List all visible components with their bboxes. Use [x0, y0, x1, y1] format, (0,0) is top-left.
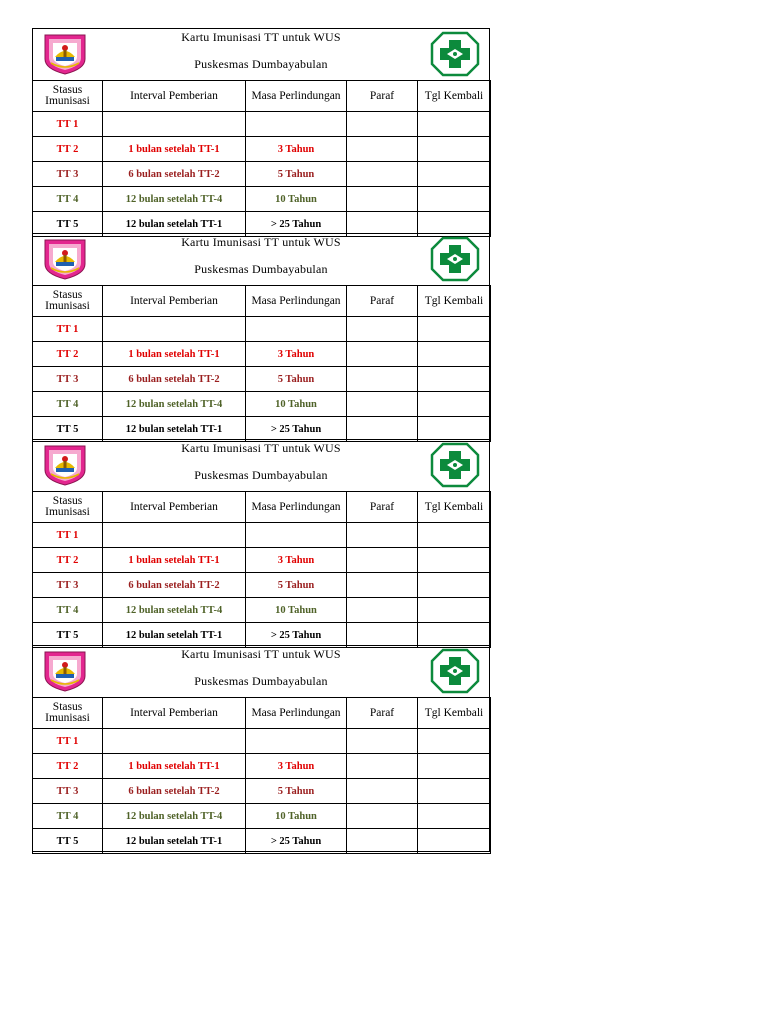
tgl-kembali-cell[interactable] — [418, 417, 491, 442]
status-cell: TT 2 — [33, 137, 103, 162]
regional-emblem-icon — [42, 238, 88, 280]
interval-cell: 1 bulan setelah TT-1 — [103, 137, 246, 162]
masa-cell: 5 Tahun — [246, 162, 347, 187]
paraf-cell[interactable] — [347, 187, 418, 212]
card-header — [33, 440, 489, 491]
tgl-kembali-cell[interactable] — [418, 212, 491, 237]
card-subtitle: Puskesmas Dumbayabulan — [194, 57, 328, 71]
tgl-kembali-cell[interactable] — [418, 317, 491, 342]
interval-cell: 6 bulan setelah TT-2 — [103, 162, 246, 187]
header-paraf: Paraf — [347, 698, 418, 729]
masa-cell: > 25 Tahun — [246, 623, 347, 648]
masa-cell: 10 Tahun — [246, 804, 347, 829]
status-cell: TT 4 — [33, 598, 103, 623]
paraf-cell[interactable] — [347, 137, 418, 162]
tgl-kembali-cell[interactable] — [418, 367, 491, 392]
table-header-row — [33, 698, 491, 729]
card-title: Kartu Imunisasi TT untuk WUS — [181, 441, 341, 455]
header-status: Stasus Imunisasi — [33, 81, 103, 112]
puskesmas-cross-icon — [430, 236, 480, 282]
interval-cell: 12 bulan setelah TT-1 — [103, 623, 246, 648]
tgl-kembali-cell[interactable] — [418, 187, 491, 212]
paraf-cell[interactable] — [347, 162, 418, 187]
interval-cell: 12 bulan setelah TT-1 — [103, 212, 246, 237]
immunization-card-4 — [32, 646, 490, 852]
status-cell: TT 3 — [33, 573, 103, 598]
paraf-cell[interactable] — [347, 779, 418, 804]
immunization-card-1 — [32, 28, 490, 234]
card-title: Kartu Imunisasi TT untuk WUS — [181, 647, 341, 661]
paraf-cell[interactable] — [347, 829, 418, 854]
paraf-cell[interactable] — [347, 367, 418, 392]
paraf-cell[interactable] — [347, 548, 418, 573]
masa-cell: 5 Tahun — [246, 779, 347, 804]
card-title: Kartu Imunisasi TT untuk WUS — [181, 235, 341, 249]
masa-cell: 10 Tahun — [246, 392, 347, 417]
paraf-cell[interactable] — [347, 623, 418, 648]
card-title: Kartu Imunisasi TT untuk WUS — [181, 30, 341, 44]
paraf-cell[interactable] — [347, 392, 418, 417]
card-header — [33, 29, 489, 80]
table-row — [33, 729, 491, 754]
header-status: Stasus Imunisasi — [33, 286, 103, 317]
header-masa: Masa Perlindungan — [246, 698, 347, 729]
table-row — [33, 342, 491, 367]
header-tgl-kembali: Tgl Kembali — [418, 698, 491, 729]
tgl-kembali-cell[interactable] — [418, 779, 491, 804]
header-masa: Masa Perlindungan — [246, 81, 347, 112]
regional-emblem-icon — [42, 650, 88, 692]
paraf-cell[interactable] — [347, 417, 418, 442]
interval-cell: 12 bulan setelah TT-1 — [103, 829, 246, 854]
masa-cell: > 25 Tahun — [246, 829, 347, 854]
tgl-kembali-cell[interactable] — [418, 137, 491, 162]
paraf-cell[interactable] — [347, 317, 418, 342]
table-header-row — [33, 492, 491, 523]
masa-cell — [246, 112, 347, 137]
tgl-kembali-cell[interactable] — [418, 623, 491, 648]
header-interval: Interval Pemberian — [103, 698, 246, 729]
header-status: Stasus Imunisasi — [33, 492, 103, 523]
regional-emblem-icon — [42, 444, 88, 486]
interval-cell: 12 bulan setelah TT-4 — [103, 804, 246, 829]
paraf-cell[interactable] — [347, 342, 418, 367]
table-row — [33, 187, 491, 212]
interval-cell: 1 bulan setelah TT-1 — [103, 754, 246, 779]
masa-cell — [246, 523, 347, 548]
interval-cell — [103, 729, 246, 754]
card-subtitle: Puskesmas Dumbayabulan — [194, 468, 328, 482]
header-masa: Masa Perlindungan — [246, 286, 347, 317]
table-row — [33, 523, 491, 548]
masa-cell: 3 Tahun — [246, 548, 347, 573]
table-row — [33, 137, 491, 162]
tgl-kembali-cell[interactable] — [418, 729, 491, 754]
table-row — [33, 392, 491, 417]
immunization-table — [32, 491, 491, 648]
status-cell: TT 4 — [33, 187, 103, 212]
paraf-cell[interactable] — [347, 573, 418, 598]
paraf-cell[interactable] — [347, 729, 418, 754]
table-row — [33, 779, 491, 804]
header-paraf: Paraf — [347, 81, 418, 112]
table-row — [33, 804, 491, 829]
masa-cell: 10 Tahun — [246, 187, 347, 212]
table-row — [33, 573, 491, 598]
paraf-cell[interactable] — [347, 598, 418, 623]
interval-cell: 6 bulan setelah TT-2 — [103, 367, 246, 392]
immunization-table — [32, 80, 491, 237]
immunization-card-sheet — [32, 28, 490, 852]
header-tgl-kembali: Tgl Kembali — [418, 286, 491, 317]
table-row — [33, 754, 491, 779]
interval-cell: 6 bulan setelah TT-2 — [103, 573, 246, 598]
masa-cell: > 25 Tahun — [246, 417, 347, 442]
tgl-kembali-cell[interactable] — [418, 804, 491, 829]
status-cell: TT 5 — [33, 623, 103, 648]
card-subtitle: Puskesmas Dumbayabulan — [194, 674, 328, 688]
header-status: Stasus Imunisasi — [33, 698, 103, 729]
masa-cell: 10 Tahun — [246, 598, 347, 623]
status-cell: TT 1 — [33, 317, 103, 342]
status-cell: TT 4 — [33, 804, 103, 829]
tgl-kembali-cell[interactable] — [418, 598, 491, 623]
tgl-kembali-cell[interactable] — [418, 392, 491, 417]
interval-cell: 1 bulan setelah TT-1 — [103, 548, 246, 573]
masa-cell — [246, 729, 347, 754]
status-cell: TT 5 — [33, 829, 103, 854]
table-header-row — [33, 81, 491, 112]
status-cell: TT 2 — [33, 754, 103, 779]
puskesmas-cross-icon — [430, 442, 480, 488]
paraf-cell[interactable] — [347, 804, 418, 829]
status-cell: TT 3 — [33, 162, 103, 187]
header-interval: Interval Pemberian — [103, 286, 246, 317]
paraf-cell[interactable] — [347, 212, 418, 237]
tgl-kembali-cell[interactable] — [418, 112, 491, 137]
header-paraf: Paraf — [347, 492, 418, 523]
status-cell: TT 4 — [33, 392, 103, 417]
regional-emblem-icon — [42, 33, 88, 75]
masa-cell: 5 Tahun — [246, 573, 347, 598]
table-row — [33, 112, 491, 137]
paraf-cell[interactable] — [347, 523, 418, 548]
interval-cell: 12 bulan setelah TT-4 — [103, 598, 246, 623]
status-cell: TT 5 — [33, 417, 103, 442]
card-header — [33, 234, 489, 285]
card-subtitle: Puskesmas Dumbayabulan — [194, 262, 328, 276]
table-row — [33, 212, 491, 237]
status-cell: TT 1 — [33, 112, 103, 137]
status-cell: TT 2 — [33, 548, 103, 573]
interval-cell: 1 bulan setelah TT-1 — [103, 342, 246, 367]
paraf-cell[interactable] — [347, 754, 418, 779]
status-cell: TT 1 — [33, 729, 103, 754]
immunization-table — [32, 697, 491, 854]
immunization-table — [32, 285, 491, 442]
status-cell: TT 2 — [33, 342, 103, 367]
table-row — [33, 162, 491, 187]
tgl-kembali-cell[interactable] — [418, 162, 491, 187]
interval-cell: 6 bulan setelah TT-2 — [103, 779, 246, 804]
status-cell: TT 3 — [33, 367, 103, 392]
masa-cell — [246, 317, 347, 342]
table-row — [33, 317, 491, 342]
paraf-cell[interactable] — [347, 112, 418, 137]
table-row — [33, 417, 491, 442]
status-cell: TT 1 — [33, 523, 103, 548]
tgl-kembali-cell[interactable] — [418, 548, 491, 573]
masa-cell: 5 Tahun — [246, 367, 347, 392]
tgl-kembali-cell[interactable] — [418, 523, 491, 548]
interval-cell — [103, 112, 246, 137]
table-row — [33, 548, 491, 573]
header-masa: Masa Perlindungan — [246, 492, 347, 523]
tgl-kembali-cell[interactable] — [418, 342, 491, 367]
masa-cell: 3 Tahun — [246, 342, 347, 367]
tgl-kembali-cell[interactable] — [418, 573, 491, 598]
header-tgl-kembali: Tgl Kembali — [418, 492, 491, 523]
interval-cell: 12 bulan setelah TT-1 — [103, 417, 246, 442]
interval-cell — [103, 523, 246, 548]
table-row — [33, 367, 491, 392]
interval-cell: 12 bulan setelah TT-4 — [103, 187, 246, 212]
tgl-kembali-cell[interactable] — [418, 754, 491, 779]
header-tgl-kembali: Tgl Kembali — [418, 81, 491, 112]
masa-cell: > 25 Tahun — [246, 212, 347, 237]
tgl-kembali-cell[interactable] — [418, 829, 491, 854]
immunization-card-3 — [32, 440, 490, 646]
status-cell: TT 3 — [33, 779, 103, 804]
header-interval: Interval Pemberian — [103, 492, 246, 523]
status-cell: TT 5 — [33, 212, 103, 237]
table-row — [33, 623, 491, 648]
header-paraf: Paraf — [347, 286, 418, 317]
interval-cell — [103, 317, 246, 342]
masa-cell: 3 Tahun — [246, 137, 347, 162]
table-row — [33, 829, 491, 854]
table-row — [33, 598, 491, 623]
immunization-card-2 — [32, 234, 490, 440]
header-interval: Interval Pemberian — [103, 81, 246, 112]
puskesmas-cross-icon — [430, 648, 480, 694]
table-header-row — [33, 286, 491, 317]
interval-cell: 12 bulan setelah TT-4 — [103, 392, 246, 417]
puskesmas-cross-icon — [430, 31, 480, 77]
card-header — [33, 646, 489, 697]
masa-cell: 3 Tahun — [246, 754, 347, 779]
